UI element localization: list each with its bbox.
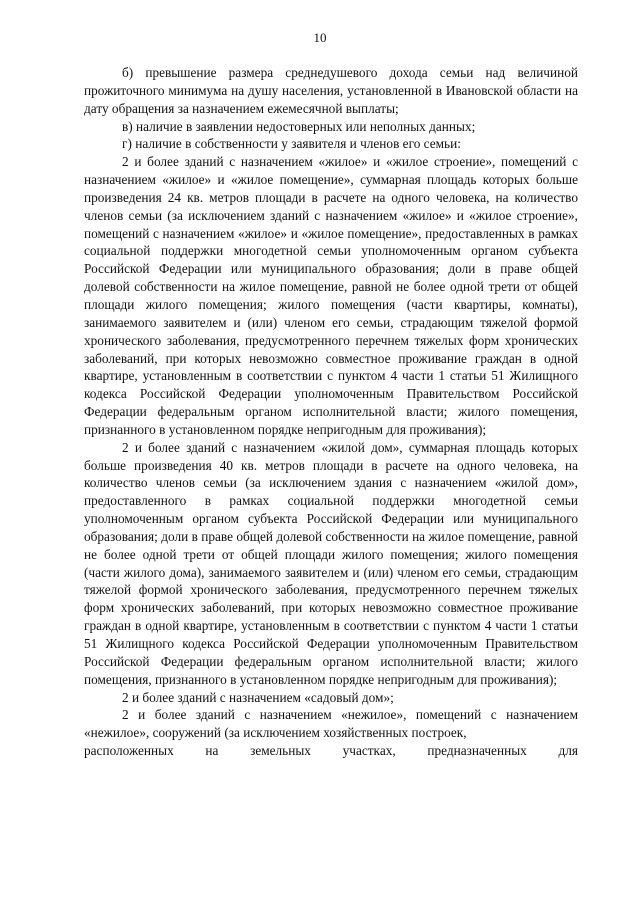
word: предназначенных bbox=[427, 743, 527, 759]
paragraph-nonresidential: 2 и более зданий с назначением «нежилое», помещений с назначением «нежилое», сооружений (за исключением хозяйственных построек, bbox=[84, 707, 578, 741]
document-body bbox=[84, 64, 578, 760]
page-number: 10 bbox=[313, 30, 327, 45]
word: земельных bbox=[250, 743, 311, 759]
word: расположенных bbox=[84, 743, 174, 759]
paragraph-g: г) наличие в собственности у заявителя и членов его семьи: bbox=[122, 136, 461, 152]
paragraph-continuation-line bbox=[84, 742, 578, 760]
paragraph-v: в) наличие в заявлении недостоверных или неполных данных; bbox=[122, 118, 476, 134]
paragraph-garden-houses: 2 и более зданий с назначением «садовый дом»; bbox=[122, 689, 394, 705]
paragraph-houses: 2 и более зданий с назначением «жилой дом», суммарная площадь которых больше произведения 40 кв. метров площади в расчете на одного человека, на количество членов семьи (за исключением здания с назначением «жилой дом», предоставленного в рамках социальной поддержки многодетной семьи уполномоченным органом субъекта Российской Федерации или муниципального образования; доли в праве общей долевой собственности на жилое помещение, равной не более одной трети от общей площади жилого помещения; жилого помещения (части жилого дома), занимаемого заявителем и (или) членом его семьи, страдающим тяжелой формой хронического заболевания, предусмотренного перечнем тяжелых форм хронических заболеваний, при которых невозможно совместное проживание граждан в одной квартире, установленным в соответствии с пунктом 4 части 1 статьи 51 Жилищного кодекса Российской Федерации уполномоченным Правительством Российской Федерации федеральным органом исполнительной власти; жилого помещения, признанного в установленном порядке непригодным для проживания); bbox=[84, 439, 578, 687]
word: участках, bbox=[342, 743, 396, 759]
word: на bbox=[205, 743, 219, 759]
word: для bbox=[558, 743, 578, 759]
paragraph-residential-buildings: 2 и более зданий с назначением «жилое» и «жилое строение», помещений с назначением «жилое» и «жилое помещение», суммарная площадь которых больше произведения 24 кв. метров площади в расчете на одного человека, на количество членов семьи (за исключением зданий с назначением «жилое» и «жилое строение», помещений с назначением «жилое» и «жилое помещение», предоставленных в рамках социальной поддержки многодетной семьи уполномоченным органом субъекта Российской Федерации или муниципального образования; доли в праве общей долевой собственности на жилое помещение, равной не более одной трети от общей площади жилого помещения; жилого помещения (части квартиры, комнаты), занимаемого заявителем и (или) членом его семьи, страдающим тяжелой формой хронического заболевания, предусмотренного перечнем тяжелых форм хронических заболеваний, при которых невозможно совместное проживание граждан в одной квартире, установленным в соответствии с пунктом 4 части 1 статьи 51 Жилищного кодекса Российской Федерации уполномоченным Правительством Российской Федерации федеральным органом исполнительной власти; жилого помещения, признанного в установленном порядке непригодным для проживания); bbox=[84, 154, 578, 437]
paragraph-b: б) превышение размера среднедушевого дохода семьи над величиной прожиточного минимума на душу населения, установленной в Ивановской области на дату обращения за назначением ежемесячной выплаты; bbox=[84, 65, 578, 116]
